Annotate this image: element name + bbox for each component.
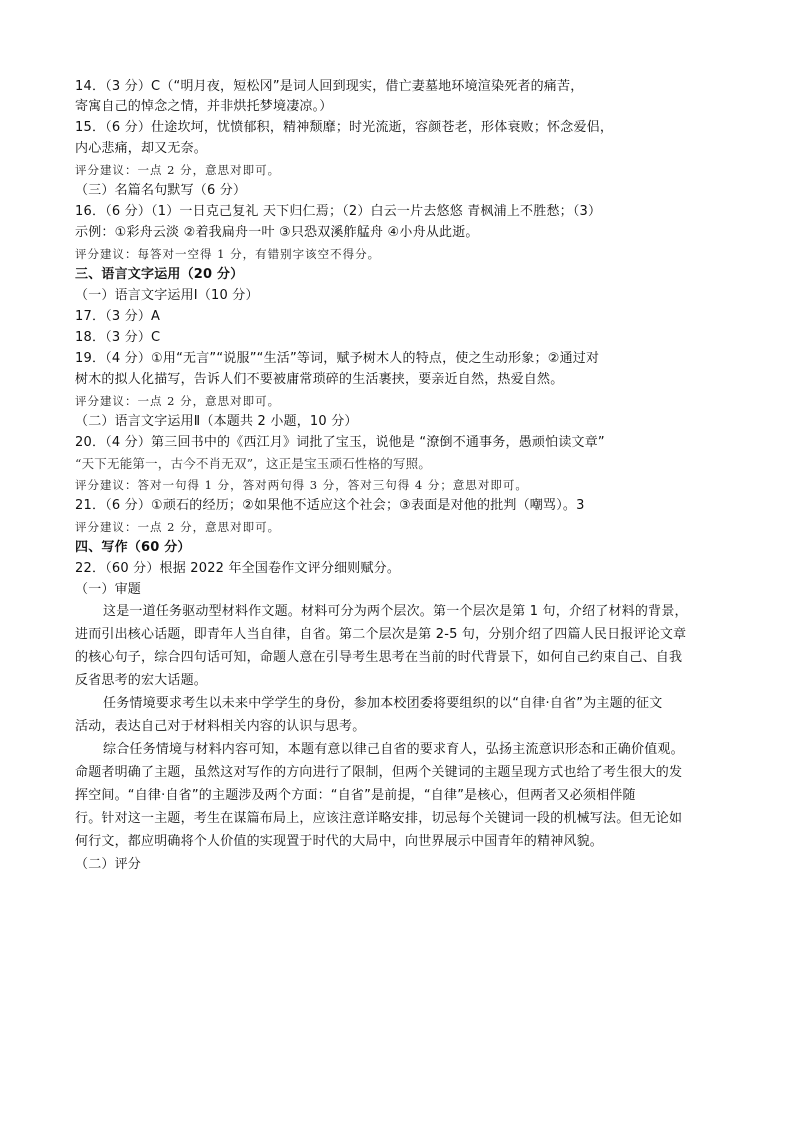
review-para-3-line-2: 命题者明确了主题，虽然这对写作的方向进行了限制，但两个关键词的主题呈现方式也给了考生很大的发 [75,765,683,780]
review-para-2-line-1: 任务情境要求考生以未来中学学生的身份，参加本校团委将要组织的以“自律·自省”为主题的征文 [103,696,663,711]
section-heading-language-use: 三、语言文字运用（20 分） [75,267,244,282]
subsection-heading-scoring: （二）评分 [75,857,142,872]
review-para-1-line-3: 的核心句子，综合四句话可知，命题人意在引导考生思考在当前的时代背景下，如何自己约束自己、自我 [75,650,683,665]
section-heading-dictation: （三）名篇名句默写（6 分） [75,183,247,198]
scoring-note-21: 评分建议：一点 2 分，意思对即可。 [75,520,281,534]
review-para-3-line-1: 综合任务情境与材料内容可知，本题有意以律己自省的要求育人，弘扬主流意识形态和正确价值观。 [103,742,684,757]
answer-22: 22．（60 分）根据 2022 年全国卷作文评分细则赋分。 [75,561,401,576]
answer-17: 17．（3 分）A [75,309,161,324]
section-heading-writing: 四、写作（60 分） [75,540,191,555]
review-para-3-line-3: 挥空间。“自律·自省”的主题涉及两个方面：“自省”是前提，“自律”是核心，但两者又必须相伴随 [75,788,636,803]
subsection-heading-language-1: （一）语言文字运用Ⅰ（10 分） [75,288,259,303]
answer-16-line-2: 示例：①彩舟云淡 ②着我扁舟一叶 ③只恐双溪舴艋舟 ④小舟从此逝。 [75,225,479,240]
review-para-3-line-5: 何行文，都应明确将个人价值的实现置于时代的大局中，向世界展示中国青年的精神风貌。 [75,834,604,849]
scoring-note-20: 评分建议：答对一句得 1 分，答对两句得 3 分，答对三句得 4 分；意思对即可。 [75,478,528,492]
answer-15-line-2: 内心悲痛，却又无奈。 [75,141,208,156]
scoring-note-19: 评分建议：一点 2 分，意思对即可。 [75,394,281,408]
answer-19-line-2: 树木的拟人化描写，告诉人们不要被庸常琐碎的生活裹挟，要亲近自然，热爱自然。 [75,372,564,387]
subsection-heading-language-2: （二）语言文字运用Ⅱ（本题共 2 小题，10 分） [75,414,358,429]
review-para-1-line-1: 这是一道任务驱动型材料作文题。材料可分为两个层次。第一个层次是第 1 句，介绍了材料的背景， [103,604,688,619]
answer-14-line-2: 寄寓自己的悼念之情，并非烘托梦境凄凉。） [75,99,333,114]
review-para-2-line-2: 活动，表达自己对于材料相关内容的认识与思考。 [75,719,366,734]
answer-20-line-2: “天下无能第一，古今不肖无双”，这正是宝玉顽石性格的写照。 [75,456,432,471]
answer-15-line-1: 15．（6 分）仕途坎坷，忧愤郁积，精神颓靡；时光流逝，容颜苍老，形体衰败；怀念爱侣， [75,120,614,135]
review-para-3-line-4: 行。针对这一主题，考生在谋篇布局上，应该注意详略安排，切忌每个关键词一段的机械写法。但无论如 [75,811,683,826]
answer-21: 21．（6 分）①顽石的经历；②如果他不适应这个社会；③表面是对他的批判（嘲骂）。3 [75,498,585,513]
scoring-note-16: 评分建议：每答对一空得 1 分，有错别字该空不得分。 [75,247,381,261]
answer-20-line-1: 20．（4 分）第三回书中的《西江月》词批了宝玉，说他是 “潦倒不通事务，愚顽怕读文章” [75,435,605,450]
answer-14-line-1: 14．（3 分）C（“明月夜，短松冈”是词人回到现实，借亡妻墓地环境渲染死者的痛苦， [75,79,584,94]
review-para-1-line-4: 反省思考的宏大话题。 [75,673,208,688]
answer-16-line-1: 16．（6 分）（1）一日克己复礼 天下归仁焉；（2）白云一片去悠悠 青枫浦上不胜愁；（3） [75,204,602,219]
answer-19-line-1: 19．（4 分）①用“无言”“说服”“生活”等词，赋予树木人的特点，使之生动形象；②通过对 [75,351,600,366]
review-para-1-line-2: 进而引出核心话题，即青年人当自律，自省。第二个层次是第 2-5 句，分别介绍了四篇人民日报评论文章 [75,627,687,642]
answer-18: 18．（3 分）C [75,330,161,345]
subsection-heading-review: （一）审题 [75,582,142,597]
scoring-note-15: 评分建议：一点 2 分，意思对即可。 [75,163,281,177]
